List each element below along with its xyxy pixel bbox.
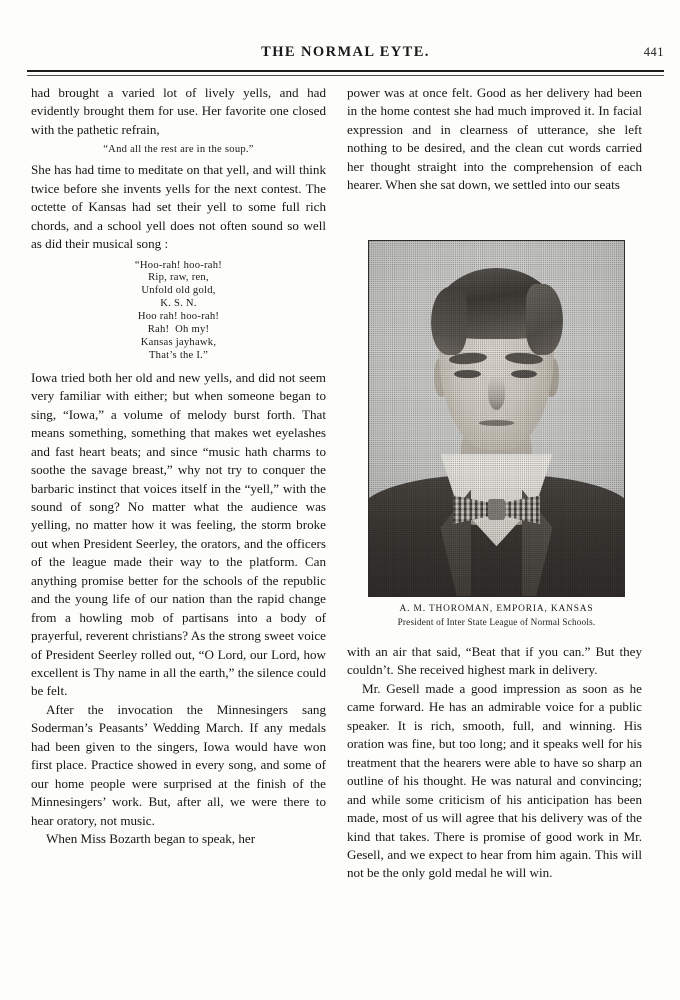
paragraph: with an air that said, “Beat that if you can.” But they couldn’t. She received highest mark in delivery. — [347, 644, 642, 678]
verse-line: Rip, raw, ren, — [148, 272, 209, 284]
figure-caption — [368, 604, 625, 627]
verse-line: “Hoo-rah! hoo-rah! — [134, 259, 223, 271]
verse-line: Hoo rah! hoo-rah! — [137, 311, 220, 323]
photo-eye-left — [454, 370, 481, 379]
paragraph: Mr. Gesell made a good impression as soon as he came forward. He has an admirable voice for a public speaker. It is rich, smooth, full, and winning. His oration was fine, but too long; and it speaks well for his treatment that the hearers were able to have so sharp an outline of his thought. He was natural and convincing; and while some criticism of his anticipation has been made, most of us will agree that his delivery was of the kind that takes. There is promise of good work in Mr. Gesell, and we expect to hear from him again. This will not be the only gold medal he will win. — [347, 680, 642, 881]
paragraph: power was at once felt. Good as her delivery had been in the home contest she had much improved it. In facial expression and in clearness of utterance, she left nothing to be desired, and the clean cut words carried her thought straight into the comprehension of each hearer. When she sat down, we settled into our seats — [347, 85, 642, 193]
bow-tie-wing-right — [503, 491, 539, 527]
right-text-column-lower — [347, 643, 642, 883]
header-rule-thin — [27, 75, 664, 76]
paragraph: had brought a varied lot of lively yells, and had evidently brought them for use. Her favorite one closed with the pathetic refrain, — [31, 85, 326, 137]
yell-verse-block — [31, 260, 326, 363]
right-text-column-upper — [347, 84, 642, 195]
caption-name: A. M. THOROMAN, EMPORIA, KANSAS — [399, 604, 594, 614]
verse-line: Unfold old gold, — [141, 285, 216, 297]
photo-hair-left — [431, 287, 467, 354]
portrait-photo — [368, 240, 625, 597]
running-head — [27, 44, 664, 68]
photo-eye-right — [511, 370, 538, 379]
page-number: 441 — [643, 45, 664, 59]
verse-line: Rah! Oh my! — [147, 324, 210, 336]
verse-line: Kansas jayhawk, — [140, 336, 217, 348]
paragraph: When Miss Bozarth began to speak, her — [46, 831, 256, 847]
bow-tie-wing-left — [453, 491, 489, 527]
photo-mouth — [479, 420, 515, 426]
paragraph: After the invocation the Minnesingers sang Soderman’s Peasants’ Wedding March. If any medals had been given to the singers, Iowa would have won first place. Practice showed in every song, and some of our home people were surprised at the finish of the Minnesingers’ work. But, after all, we were there to hear oratory, not music. — [31, 701, 326, 828]
header-rule-thick — [27, 70, 664, 72]
left-text-column — [31, 84, 326, 849]
paragraph: She has had time to meditate on that yell, and will think twice before she invents yells for the next contest. The octette of Kansas had set their yell to some full rich chords, and a school yell does not often sound so well as did their musical song : — [31, 162, 326, 252]
publication-title: THE NORMAL EYTE. — [261, 44, 430, 60]
photo-nose — [488, 376, 506, 410]
photo-hair-right — [526, 284, 563, 355]
caption-title: President of Inter State League of Normal Schools. — [397, 616, 596, 627]
verse-line: That’s the I.” — [148, 349, 209, 361]
paragraph: Iowa tried both her old and new yells, and did not seem very familiar with either; but when someone began to sing, “Iowa,” a volume of melody burst forth. That means something, something that makes wet eyelashes and fast heart beats; and since “music hath charms to soothe the savage breast,” why not try to conquer the barbaric instinct that voices itself in the “yell,” with the sound of song? No matter what the audience was yelling, no matter how it was feeling, the storm broke out when President Seerley, the orators, and the officers of the league made their way to the platform. Can anything promise better for the schools of the republic and the young life of our nation than the rapid change from a howling mob of partisans into a body of prayerful, reverent christians? As the strong sweet voice of President Seerley rolled out, “O Lord, our Lord, how excellent is Thy name in all the earth,” the silence could be felt. — [31, 369, 326, 699]
portrait-figure — [368, 240, 625, 627]
verse-line: K. S. N. — [160, 298, 197, 310]
bow-tie-knot — [488, 499, 505, 520]
refrain-quote: “And all the rest are in the soup.” — [103, 144, 254, 156]
photo-bow-tie — [453, 491, 540, 527]
